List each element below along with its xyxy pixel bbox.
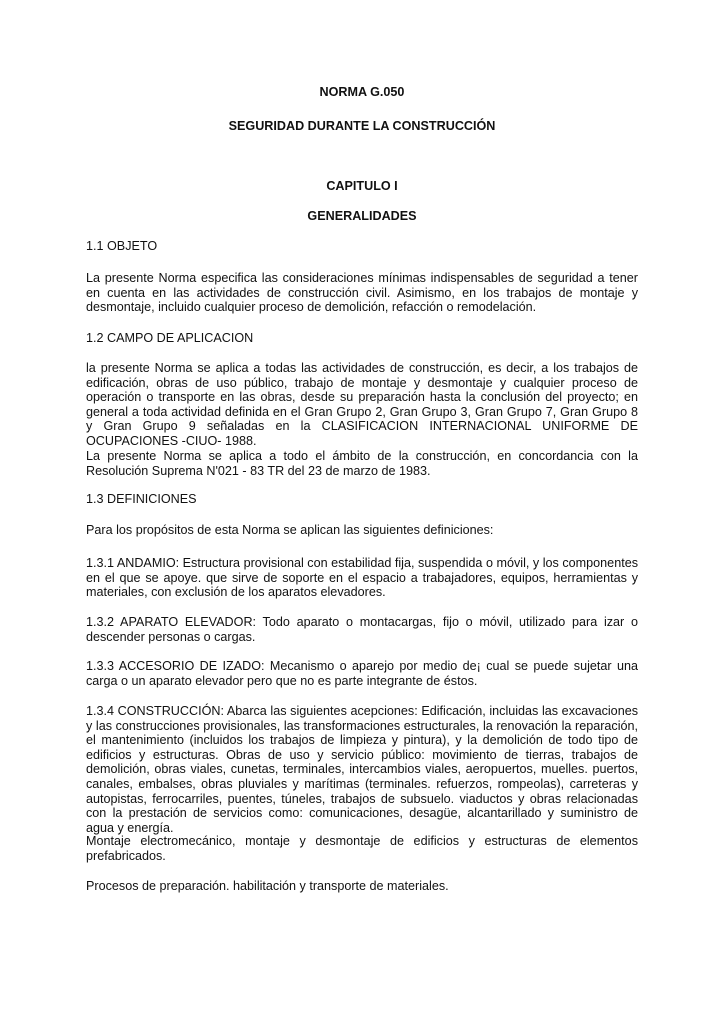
section-heading-definiciones: 1.3 DEFINICIONES xyxy=(86,492,197,506)
section-heading-campo-aplicacion: 1.2 CAMPO DE APLICACION xyxy=(86,331,254,345)
paragraph-montaje: Montaje electromecánico, montaje y desmontaje de edificios y estructuras de elementos prefabricados. xyxy=(86,834,638,863)
document-subtitle: SEGURIDAD DURANTE LA CONSTRUCCIÓN xyxy=(228,119,496,133)
paragraph-campo-aplicacion-1: la presente Norma se aplica a todas las actividades de construcción, es decir, a los trabajos de edificación, obras de uso público, trabajo de montaje y desmontaje y cualquier proceso de operación o transporte en las obras, desde su preparación hasta la conclusión del proyecto; en general a toda actividad definida en el Gran Grupo 2, Gran Grupo 3, Gran Grupo 7, Gran Grupo 8 y Gran Grupo 9 señaladas en la CLASIFICACION INTERNACIONAL UNIFORME DE OCUPACIONES -CIUO- 1988. xyxy=(86,361,638,448)
document-title: NORMA G.050 xyxy=(319,85,405,99)
definition-accesorio-izado: 1.3.3 ACCESORIO DE IZADO: Mecanismo o aparejo por medio de¡ cual se puede sujetar una carga o un aparato elevador pero que no es parte integrante de éstos. xyxy=(86,659,638,688)
definition-andamio: 1.3.1 ANDAMIO: Estructura provisional con estabilidad fija, suspendida o móvil, y los componentes en el que se apoye. que sirve de soporte en el espacio a trabajadores, equipos, herramientas y materiales, con exclusión de los aparatos elevadores. xyxy=(86,556,638,600)
definition-aparato-elevador: 1.3.2 APARATO ELEVADOR: Todo aparato o montacargas, fijo o móvil, utilizado para izar o descender personas o cargas. xyxy=(86,615,638,644)
paragraph-objeto: La presente Norma especifica las consideraciones mínimas indispensables de seguridad a tener en cuenta en las actividades de construcción civil. Asimismo, en los trabajos de montaje y desmontaje, incluido cualquier proceso de demolición, refacción o remodelación. xyxy=(86,271,638,315)
chapter-title: GENERALIDADES xyxy=(307,209,417,223)
paragraph-definiciones-intro: Para los propósitos de esta Norma se aplican las siguientes definiciones: xyxy=(86,523,494,537)
chapter-number: CAPITULO I xyxy=(326,179,398,193)
paragraph-campo-aplicacion-2: La presente Norma se aplica a todo el ámbito de la construcción, en concordancia con la Resolución Suprema N'021 - 83 TR del 23 de marzo de 1983. xyxy=(86,449,638,478)
section-heading-objeto: 1.1 OBJETO xyxy=(86,239,158,253)
definition-construccion: 1.3.4 CONSTRUCCIÓN: Abarca las siguientes acepciones: Edificación, incluidas las excavaciones y las construcciones provisionales, las transformaciones estructurales, la renovación la reparación, el mantenimiento (incluidos los trabajos de limpieza y pintura), y la demolición de todo tipo de edificios y estructuras. Obras de uso y servicio público: movimiento de tierras, trabajos de demolición, obras viales, cunetas, terminales, intercambios viales, aeropuertos, muelles. puertos, canales, embalses, obras pluviales y marítimas (terminales. refuerzos, rompeolas), carreteras y autopistas, ferrocarriles, puentes, túneles, trabajos de subsuelo. viaductos y obras relacionadas con la prestación de servicios como: comunicaciones, desagüe, alcantarillado y suministro de agua y energía. xyxy=(86,704,638,835)
paragraph-procesos: Procesos de preparación. habilitación y transporte de materiales. xyxy=(86,879,449,893)
